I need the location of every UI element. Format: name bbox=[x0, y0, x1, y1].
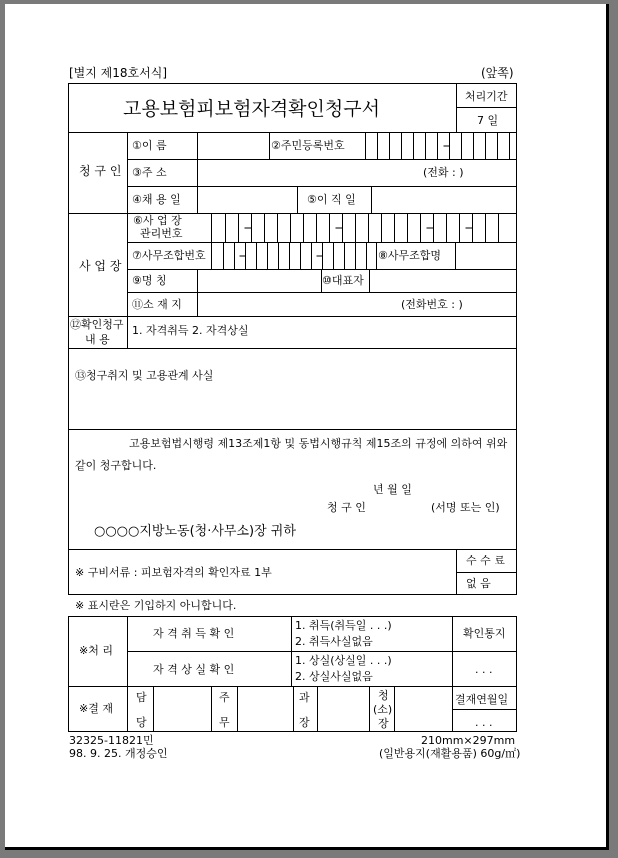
location-phone-label: (전화번호 : ) bbox=[401, 298, 463, 311]
processing-label: ※처 리 bbox=[79, 644, 113, 657]
confirm-label-2: 내 용 bbox=[85, 333, 110, 346]
approval-director-1: 청 bbox=[378, 689, 389, 702]
location-label: ⑪소 재 지 bbox=[132, 298, 182, 311]
form-page bbox=[5, 4, 609, 850]
statement-line-1: 고용보험법시행령 제13조제1항 및 동법시행규칙 제15조의 규정에 의하여 위와 bbox=[129, 437, 508, 450]
approval-chief-bottom: 무 bbox=[219, 716, 230, 729]
office-no-label: ⑦사무조합번호 bbox=[132, 249, 206, 262]
paper-size: 210mm×297mm bbox=[421, 734, 516, 747]
lose-confirm-label: 자 격 상 실 확 인 bbox=[153, 663, 235, 676]
name-label: ①이 름 bbox=[132, 139, 167, 152]
address-label: ③주 소 bbox=[132, 166, 167, 179]
claimant-section-label: 청 구 인 bbox=[79, 164, 122, 178]
sign-or-seal: (서명 또는 인) bbox=[431, 501, 500, 514]
rrn-label: ②주민등록번호 bbox=[271, 139, 345, 152]
processing-period-label: 처리기간 bbox=[465, 90, 508, 103]
office-no-grid bbox=[212, 243, 377, 269]
note: ※ 표시란은 기입하지 아니합니다. bbox=[75, 599, 237, 612]
approval-date-label: 결재연월일 bbox=[455, 693, 509, 706]
mgmt-no-label-2: 관리번호 bbox=[140, 227, 183, 240]
approval-label: ※결 재 bbox=[79, 702, 113, 715]
confirm-label: ⑫확인청구 bbox=[70, 318, 124, 331]
approval-date-value: . . . bbox=[475, 716, 493, 729]
office-name-label: ⑧사무조합명 bbox=[378, 249, 441, 262]
claimant-sign-label: 청 구 인 bbox=[327, 501, 366, 514]
workplace-section-label: 사 업 장 bbox=[79, 259, 122, 273]
approval-director-2: (소) bbox=[373, 703, 393, 716]
approval-note: 98. 9. 25. 개정승인 bbox=[69, 747, 168, 760]
approval-head-top: 과 bbox=[299, 691, 310, 704]
paper-type: (일반용지(재활용품) 60g/㎡) bbox=[379, 747, 521, 760]
workplace-name-label: ⑨명 칭 bbox=[132, 274, 167, 287]
required-docs: ※ 구비서류 : 피보험자격의 확인자료 1부 bbox=[75, 566, 272, 579]
confirm-options[interactable]: 1. 자격취득 2. 자격상실 bbox=[132, 324, 249, 337]
date-line: 년 월 일 bbox=[373, 483, 412, 496]
leave-date-label: ⑤이 직 일 bbox=[307, 193, 356, 206]
approval-director-3: 장 bbox=[378, 717, 389, 730]
approval-chief-top: 주 bbox=[219, 691, 230, 704]
fee-label: 수 수 료 bbox=[466, 554, 505, 567]
approval-staff-top: 담 bbox=[136, 691, 147, 704]
notice-label: 확인통지 bbox=[463, 627, 506, 640]
representative-label: ⑩대표자 bbox=[322, 274, 364, 287]
rrn-field[interactable] bbox=[366, 133, 517, 159]
lose-option-2[interactable]: 2. 상실사실없음 bbox=[295, 670, 373, 683]
mgmt-no-grid bbox=[212, 214, 517, 242]
fee-value: 없 음 bbox=[466, 577, 491, 590]
addressee: ○○○○지방노동(청·사무소)장 귀하 bbox=[94, 524, 296, 539]
acquire-option-2[interactable]: 2. 취득사실없음 bbox=[295, 635, 373, 648]
acquire-confirm-label: 자 격 취 득 확 인 bbox=[153, 627, 235, 640]
address-phone-label: (전화 : ) bbox=[423, 166, 464, 179]
acquire-option-1[interactable]: 1. 취득(취득일 . . .) bbox=[295, 619, 392, 632]
page-side: (앞쪽) bbox=[481, 66, 514, 80]
mgmt-no-field[interactable] bbox=[212, 214, 517, 242]
office-no-field[interactable] bbox=[212, 243, 377, 269]
approval-head-bottom: 장 bbox=[299, 716, 310, 729]
hire-date-label: ④채 용 일 bbox=[132, 193, 181, 206]
name-field[interactable] bbox=[198, 133, 269, 159]
processing-period-value: 7 일 bbox=[477, 114, 499, 127]
form-code: 32325-11821민 bbox=[69, 734, 154, 747]
mgmt-no-label: ⑥사 업 장 bbox=[133, 214, 182, 227]
notice-date: . . . bbox=[475, 663, 493, 676]
approval-staff-bottom: 당 bbox=[136, 716, 147, 729]
form-number: [별지 제18호서식] bbox=[69, 66, 167, 80]
reason-label: ⑬청구취지 및 고용관계 사실 bbox=[75, 369, 214, 382]
lose-option-1[interactable]: 1. 상실(상실일 . . .) bbox=[295, 654, 392, 667]
rrn-grid bbox=[366, 133, 517, 159]
form-title: 고용보험피보험자격확인청구서 bbox=[123, 98, 380, 120]
statement-line-2: 같이 청구합니다. bbox=[75, 459, 157, 472]
